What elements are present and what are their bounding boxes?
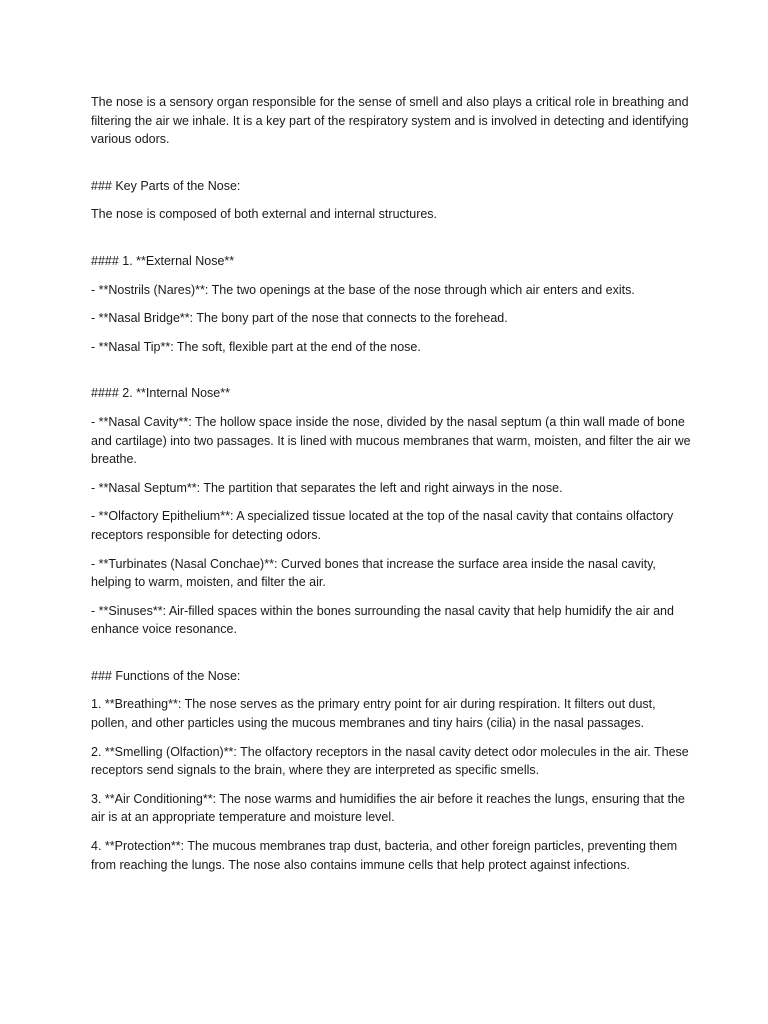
intro-paragraph: The nose is a sensory organ responsible for the sense of smell and also plays a critical role in breathing and filtering the air we inhale. It is a key part of the respiratory system and is involved in detecting and identifying various odors.	[91, 95, 689, 147]
key-parts-heading: ### Key Parts of the Nose:	[91, 178, 241, 193]
list-item: - **Nostrils (Nares)**: The two openings at the base of the nose through which air enters and exits.	[91, 282, 635, 297]
list-item: 2. **Smelling (Olfaction)**: The olfactory receptors in the nasal cavity detect odor molecules in the air. These receptors send signals to the brain, where they are interpreted as specific smells.	[91, 744, 689, 778]
list-item: - **Nasal Septum**: The partition that separates the left and right airways in the nose.	[91, 480, 563, 495]
external-nose-heading: #### 1. **External Nose**	[91, 253, 235, 268]
list-item: 1. **Breathing**: The nose serves as the primary entry point for air during respiration. It filters out dust, pollen, and other particles using the mucous membranes and tiny hairs (cilia) in the nasal passages.	[91, 697, 656, 731]
functions-heading: ### Functions of the Nose:	[91, 668, 241, 683]
internal-nose-heading: #### 2. **Internal Nose**	[91, 386, 230, 401]
document-body	[91, 93, 691, 874]
list-item: - **Nasal Bridge**: The bony part of the nose that connects to the forehead.	[91, 311, 508, 326]
list-item: - **Nasal Tip**: The soft, flexible part at the end of the nose.	[91, 339, 421, 354]
list-item: - **Turbinates (Nasal Conchae)**: Curved bones that increase the surface area inside the nasal cavity, helping to warm, moisten, and filter the air.	[91, 556, 656, 590]
list-item: - **Sinuses**: Air-filled spaces within the bones surrounding the nasal cavity that help humidify the air and enhance voice resonance.	[91, 603, 674, 637]
list-item: - **Nasal Cavity**: The hollow space inside the nose, divided by the nasal septum (a thin wall made of bone and cartilage) into two passages. It is lined with mucous membranes that warm, moisten, and filter the air we breathe.	[91, 414, 691, 467]
list-item: - **Olfactory Epithelium**: A specialized tissue located at the top of the nasal cavity that contains olfactory receptors responsible for detecting odors.	[91, 509, 674, 542]
key-parts-intro: The nose is composed of both external and internal structures.	[91, 207, 438, 222]
list-item: 4. **Protection**: The mucous membranes trap dust, bacteria, and other foreign particles, preventing them from reaching the lungs. The nose also contains immune cells that help protect against infections.	[91, 839, 678, 872]
list-item: 3. **Air Conditioning**: The nose warms and humidifies the air before it reaches the lungs, ensuring that the air is at an appropriate temperature and moisture level.	[91, 791, 685, 825]
